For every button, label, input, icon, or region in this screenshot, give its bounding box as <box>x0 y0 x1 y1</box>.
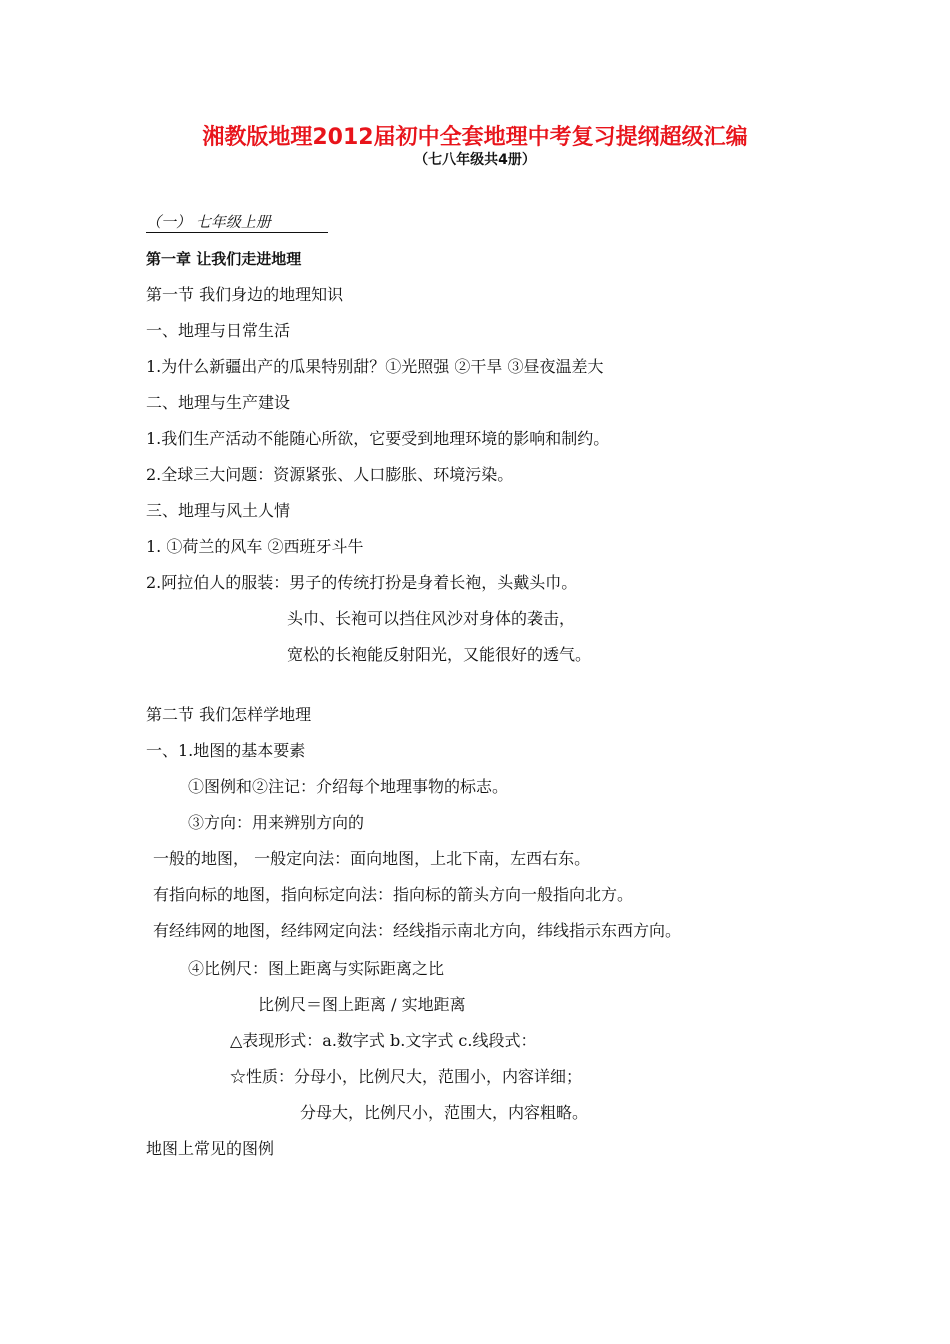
text-line: △表现形式：a.数字式 b.文字式 c.线段式： <box>230 1031 537 1050</box>
subsection-heading: 一、1.地图的基本要素 <box>146 741 306 760</box>
text-line: 有指向标的地图，指向标定向法：指向标的箭头方向一般指向北方。 <box>153 885 634 904</box>
chapter-heading: 第一章 让我们走进地理 <box>146 250 302 268</box>
part-heading: （一） 七年级上册 <box>146 212 328 233</box>
text-line: 2.全球三大问题：资源紧张、人口膨胀、环境污染。 <box>146 465 514 484</box>
text-line: 头巾、长袍可以挡住风沙对身体的袭击， <box>287 609 576 628</box>
text-line: 地图上常见的图例 <box>146 1139 275 1158</box>
text-line: 有经纬网的地图，经纬网定向法：经线指示南北方向，纬线指示东西方向。 <box>153 921 682 940</box>
text-line: ④比例尺：图上距离与实际距离之比 <box>188 959 445 978</box>
text-line: 宽松的长袍能反射阳光，又能很好的透气。 <box>287 645 592 664</box>
text-line: ①图例和②注记：介绍每个地理事物的标志。 <box>188 777 509 796</box>
text-line: ☆性质：分母小，比例尺大，范围小，内容详细； <box>230 1067 583 1086</box>
subsection-heading: 一、地理与日常生活 <box>146 321 291 340</box>
subsection-heading: 三、地理与风土人情 <box>146 501 291 520</box>
subsection-heading: 二、地理与生产建设 <box>146 393 291 412</box>
document-subtitle: （七八年级共4册） <box>414 152 536 168</box>
section-heading: 第一节 我们身边的地理知识 <box>146 285 344 304</box>
text-line: 2.阿拉伯人的服装：男子的传统打扮是身着长袍，头戴头巾。 <box>146 573 578 592</box>
document-title: 湘教版地理2012届初中全套地理中考复习提纲超级汇编 <box>202 125 748 150</box>
text-line: 1. ①荷兰的风车 ②西班牙斗牛 <box>146 537 364 556</box>
text-line: 1.我们生产活动不能随心所欲，它要受到地理环境的影响和制约。 <box>146 429 610 448</box>
text-line: 分母大，比例尺小，范围大，内容粗略。 <box>300 1103 589 1122</box>
section-heading: 第二节 我们怎样学地理 <box>146 705 312 724</box>
text-line: 一般的地图， 一般定向法：面向地图，上北下南，左西右东。 <box>153 849 591 868</box>
formula-line: 比例尺＝图上距离 / 实地距离 <box>258 995 466 1014</box>
text-line: ③方向：用来辨别方向的 <box>188 813 365 832</box>
text-line: 1.为什么新疆出产的瓜果特别甜？①光照强 ②干旱 ③昼夜温差大 <box>146 357 604 376</box>
